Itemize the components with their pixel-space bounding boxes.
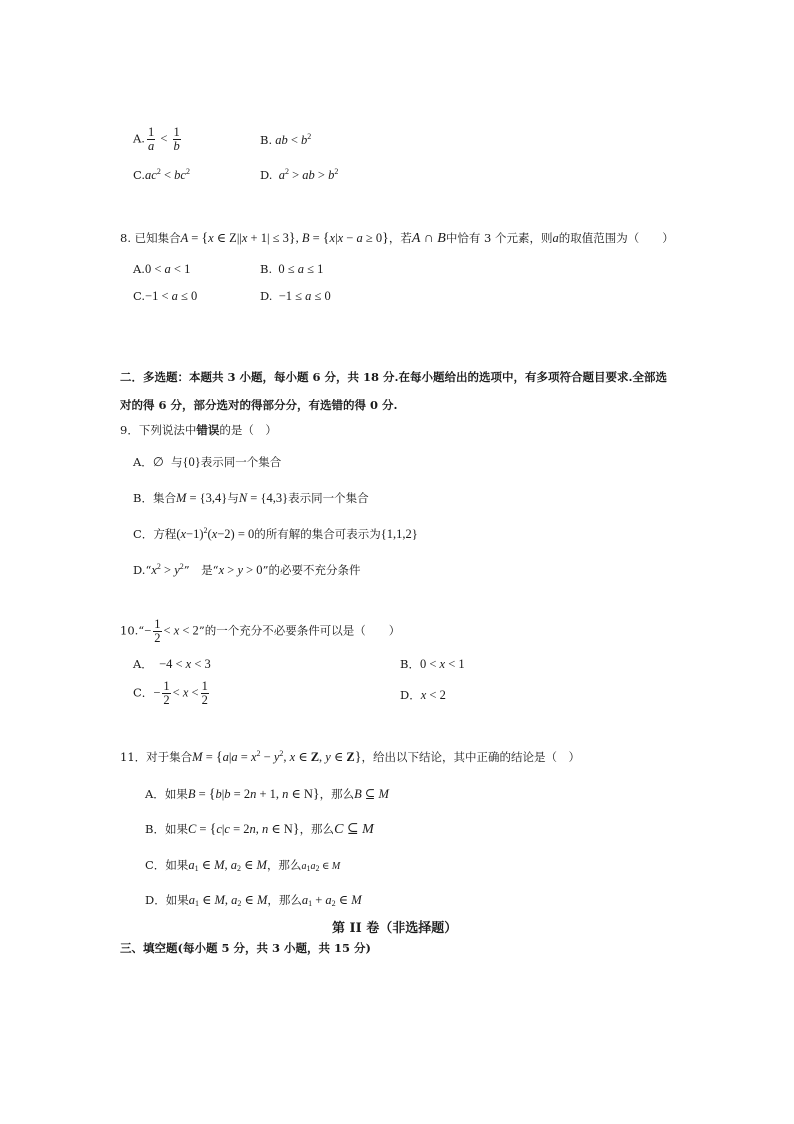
q8-option-d: D. −1 ≤ a ≤ 0 (260, 289, 331, 303)
option-label: C． (133, 685, 154, 700)
option-label: D. (260, 289, 273, 303)
q9-stem: 9．下列说法中错误的是（ ） (120, 423, 277, 437)
q7-option-d: D. $a^2$ > ab > $b^2$ (260, 167, 339, 182)
q11-option-d: D．如果$a_1$ ∈ M, $a_2$ ∈ M，那么$a_1 + a_2$ ∈ M (145, 893, 362, 908)
q9-option-a: A．∅ 与{0}表示同一个集合 (133, 455, 282, 469)
option-label: C. (133, 168, 146, 182)
q9-option-c: C．方程$(x-1)^2(x-2) = 0$的所有解的集合可表示为{1,1,2} (133, 526, 418, 541)
option-label: A． (133, 455, 153, 469)
q8-option-c: C.−1 < a ≤ 0 (133, 289, 198, 303)
option-label: B. (260, 262, 273, 276)
option-label: A． (133, 657, 153, 671)
q8-option-b: B. 0 ≤ a ≤ 1 (260, 262, 324, 276)
option-label: A. (133, 262, 145, 276)
fraction: $\frac{1}{a}$ (147, 125, 155, 154)
q11-option-c: C．如果$a_1$ ∈ M, $a_2$ ∈ M，那么$a_1a_2$ ∈ M (145, 858, 341, 873)
fraction: $\frac{1}{2}$ (163, 679, 170, 708)
option-label: C. (133, 289, 146, 303)
q11-option-b: B．如果C = {c|c = 2n, n ∈ N}，那么C ⊆ M (145, 822, 374, 837)
q11-stem: 11．对于集合$M = \{a|a = x^2 - y^2$, x ∈ Z, y ∈ Z}，给出以下结论，其中正确的结论是（ ） (120, 749, 580, 765)
q10-stem: 10.“− $\frac{1}{2}$ < x < 2”的一个充分不必要条件可以是（ ） (120, 617, 401, 646)
question-number: 8. (120, 231, 131, 245)
question-number: 10. (120, 623, 139, 638)
section-2-heading-line-2: 对的得 6 分，部分选对的得部分分，有选错的得 0 分. (120, 398, 398, 412)
q8-stem: 8. 已知集合A = {x ∈ Z||x + 1| ≤ 3}, B = {x|x − a ≥ 0}，若A ∩ B中恰有 3 个元素，则a的取值范围为（ ） (120, 231, 674, 246)
q9-option-b: B．集合M = {3,4}与N = {4,3}表示同一个集合 (133, 491, 369, 505)
section-3-heading: 三、填空题(每小题 5 分，共 3 小题，共 15 分) (120, 941, 371, 955)
q7-option-c: $C.ac^2 < bc^2$ (133, 167, 190, 182)
option-label: A． (145, 787, 165, 801)
q11-option-a: A．如果B = {b|b = 2n + 1, n ∈ N}，那么B ⊆ M (145, 787, 389, 802)
option-label: D． (145, 893, 166, 907)
q7-option-b: B. ab < $b^2$ (260, 132, 312, 147)
fraction: $\frac{1}{2}$ (201, 679, 208, 708)
option-label: D. (133, 563, 146, 577)
question-number: 11． (120, 750, 147, 764)
option-label: C． (145, 858, 166, 872)
q8-option-a: A.0 < a < 1 (133, 262, 191, 276)
q9-option-d: $D.“x^2 > y^2$” 是“x > y > 0”的必要不充分条件 (133, 562, 361, 577)
option-label: B． (145, 822, 165, 836)
q10-option-a: A． −4 < x < 3 (133, 657, 211, 671)
q10-option-c: C．− $\frac{1}{2}$ < x < $\frac{1}{2}$ (133, 679, 208, 708)
part-2-title: 第 II 卷（非选择题） (332, 921, 458, 936)
q10-option-b: B．0 < x < 1 (400, 657, 465, 671)
option-label: D. (260, 168, 273, 182)
fraction: $\frac{1}{2}$ (154, 617, 161, 646)
question-number: 9． (120, 423, 139, 437)
option-label: B. (260, 133, 273, 147)
option-label: B． (133, 491, 153, 505)
section-2-heading-line-1: 二．多选题：本题共 3 小题，每小题 6 分，共 18 分.在每小题给出的选项中，有多项符合题目要求.全部选 (120, 370, 668, 384)
q10-option-d: D．x < 2 (400, 688, 446, 702)
option-label: B． (400, 657, 420, 671)
option-label: A. (133, 131, 145, 146)
q7-option-a: A. $\frac{1}{a}$ < $\frac{1}{b}$ (133, 125, 180, 154)
option-label: C． (133, 527, 154, 541)
option-label: D． (400, 688, 421, 702)
fraction: $\frac{1}{b}$ (173, 125, 180, 154)
